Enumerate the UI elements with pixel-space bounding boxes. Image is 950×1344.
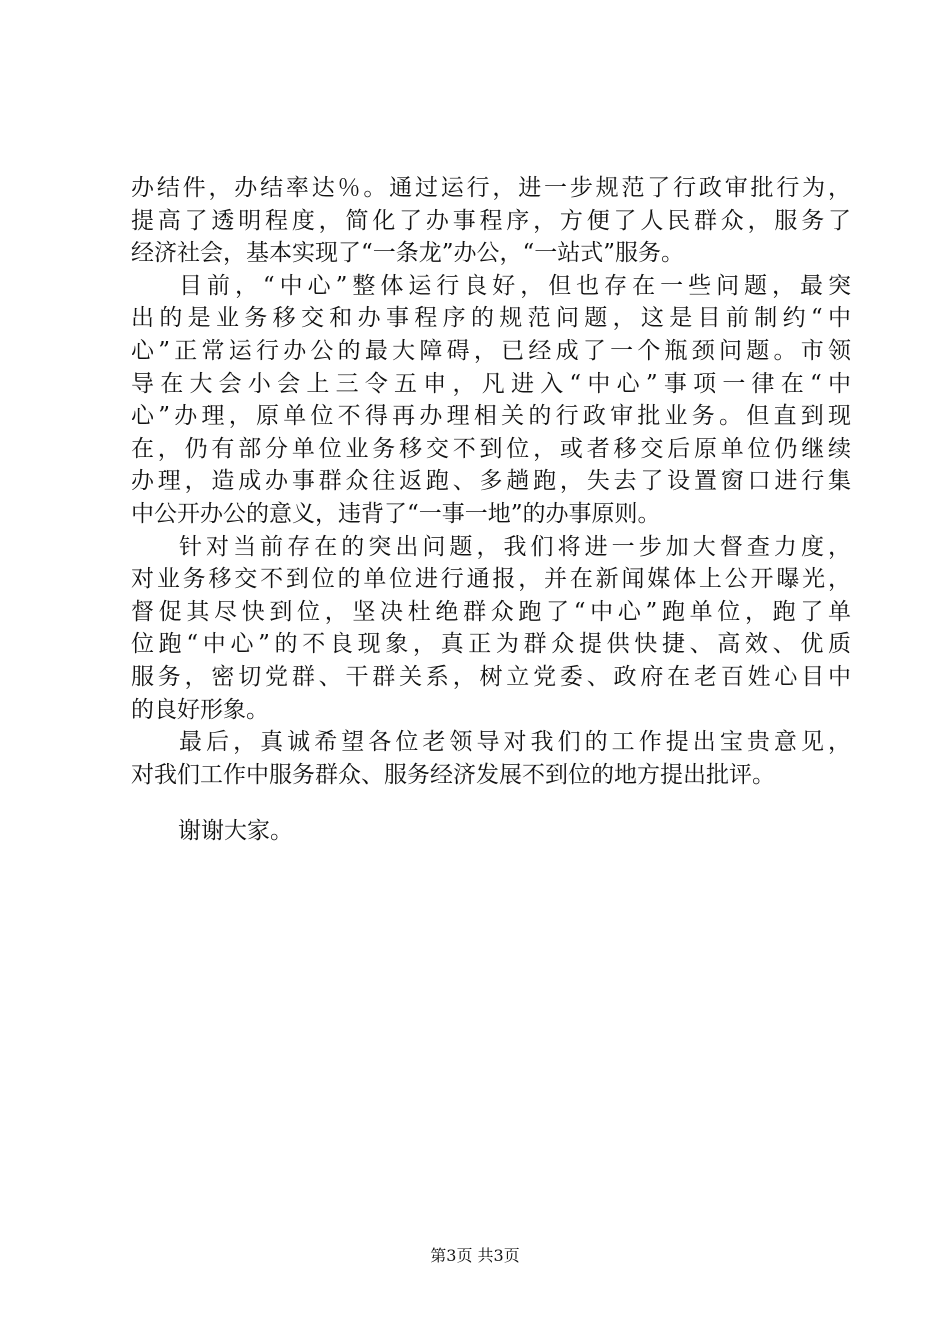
- text-line: 的良好形象。: [131, 696, 269, 723]
- page-number: 第3页 共3页: [430, 1246, 520, 1265]
- paragraph: [131, 172, 851, 270]
- text-line: 办理，造成办事群众往返跑、多趟跑，失去了设置窗口进行集: [131, 468, 851, 495]
- text-line: 出的是业务移交和办事程序的规范问题，这是目前制约“中: [131, 305, 851, 332]
- text-line: 经济社会，基本实现了“一条龙”办公，“一站式”服务。: [131, 240, 685, 267]
- paragraph: [131, 726, 851, 791]
- text-line: 在，仍有部分单位业务移交不到位，或者移交后原单位仍继续: [131, 435, 851, 462]
- text-line: 办结件，办结率达％。通过运行，进一步规范了行政审批行为，: [131, 175, 851, 201]
- text-line: 服务，密切党群、干群关系，树立党委、政府在老百姓心目中: [131, 663, 851, 690]
- text-line: 位跑“中心”的不良现象，真正为群众提供快捷、高效、优质: [131, 631, 851, 658]
- text-line: 针对当前存在的突出问题，我们将进一步加大督查力度，: [179, 533, 851, 560]
- text-line: 中公开办公的意义，违背了“一事一地”的办事原则。: [131, 500, 661, 527]
- paragraph: [131, 270, 851, 531]
- text-line: 提高了透明程度，简化了办事程序，方便了人民群众，服务了: [131, 207, 851, 234]
- text-line: 心”办理，原单位不得再办理相关的行政审批业务。但直到现: [131, 403, 851, 430]
- text-line: 对我们工作中服务群众、服务经济发展不到位的地方提出批评。: [131, 761, 775, 788]
- text-line: 目前，“中心”整体运行良好，但也存在一些问题，最突: [179, 272, 851, 299]
- text-line: 心”正常运行办公的最大障碍，已经成了一个瓶颈问题。市领: [131, 337, 851, 364]
- text-line: 督促其尽快到位，坚决杜绝群众跑了“中心”跑单位，跑了单: [131, 598, 851, 625]
- text-line: 导在大会小会上三令五申，凡进入“中心”事项一律在“中: [131, 370, 851, 397]
- text-line: 最后，真诚希望各位老领导对我们的工作提出宝贵意见，: [179, 729, 851, 756]
- document-body: [131, 172, 851, 791]
- paragraph: [131, 531, 851, 727]
- text-line: 对业务移交不到位的单位进行通报，并在新闻媒体上公开曝光，: [131, 566, 851, 593]
- closing-remark: 谢谢大家。: [178, 818, 293, 844]
